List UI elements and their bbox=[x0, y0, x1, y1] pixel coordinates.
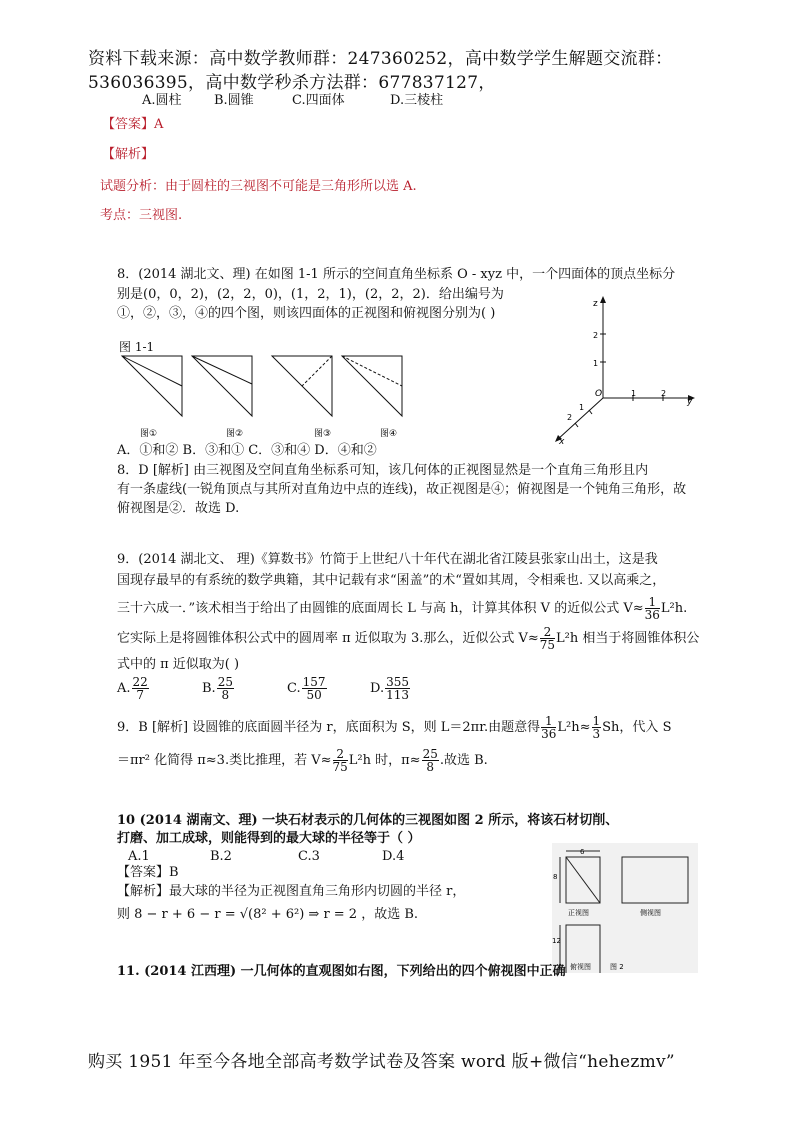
q10-answer: 【答案】B bbox=[117, 865, 179, 880]
prev-analysis-text: 试题分析：由于圆柱的三视图不可能是三角形所以选 A. bbox=[100, 179, 417, 194]
y-tick-1: 1 bbox=[631, 389, 637, 398]
q8-stem-2: 别是(0，0，2)，(2，2，0)，(1，2，1)，(2，2，2)．给出编号为 bbox=[117, 287, 504, 302]
fig2-width-label: 6 bbox=[580, 848, 585, 856]
fig2-side-label: 侧视图 bbox=[640, 909, 661, 917]
header-line-1: 资料下载来源：高中数学教师群：247360252，高中数学学生解题交流群： bbox=[88, 49, 673, 69]
footer: 购买 1951 年至今各地全部高考数学试卷及答案 word 版+微信“hehezmv” bbox=[88, 1052, 675, 1072]
prev-option-b: B.圆锥 bbox=[214, 93, 254, 108]
q10-stem-1: 10 (2014 湖南文、理) 一块石材表示的几何体的三视图如图 2 所示，将该石材切削、 bbox=[117, 813, 619, 828]
z-tick-2: 2 bbox=[593, 331, 599, 340]
q8-view-1 bbox=[122, 356, 182, 416]
q8-solution-1: 8．D [解析] 由三视图及空间直角坐标系可知，该几何体的正视图显然是一个直角三角形且内 bbox=[117, 463, 649, 478]
q8-solution-2: 有一条虚线(一锐角顶点与其所对直角边中点的连线)，故正视图是④；俯视图是一个钝角三角形，故 bbox=[117, 482, 687, 497]
y-tick-2: 2 bbox=[661, 389, 667, 398]
q9-stem-2: 国现存最早的有系统的数学典籍，其中记载有求“囷盖”的术“置如其周，令相乘也. 又以高乘之， bbox=[117, 573, 666, 588]
q10-option-a: A.1 bbox=[128, 849, 150, 864]
axis-y-label: y bbox=[687, 397, 693, 407]
q8-view-2 bbox=[192, 356, 252, 416]
q8-view-3 bbox=[272, 356, 332, 416]
q9-stem-3: 三十六成一．”该术相当于给出了由圆锥的底面周长 L 与高 h，计算其体积 V 的近似公式 V≈ $\frac{1}{36}$ L²h. bbox=[117, 595, 688, 622]
q8-sub-label-3: 图③ bbox=[314, 429, 332, 439]
q8-sub-label-4: 图④ bbox=[380, 429, 398, 439]
header-line-2: 536036395，高中数学秒杀方法群：677837127， bbox=[88, 73, 496, 93]
q8-sub-label-1: 图① bbox=[140, 429, 158, 439]
q10-option-c: C.3 bbox=[298, 849, 320, 864]
prev-option-d: D.三棱柱 bbox=[390, 93, 444, 108]
q8-view-4 bbox=[342, 356, 402, 416]
axis-origin-label: O bbox=[595, 389, 603, 399]
x-tick-2: 2 bbox=[567, 413, 573, 422]
q8-stem-1: 8．(2014 湖北文、理) 在如图 1-1 所示的空间直角坐标系 O - xyz 中，一个四面体的顶点坐标分 bbox=[117, 267, 676, 282]
q9-option-d: D. $\frac{355}{113}$ bbox=[370, 675, 409, 702]
fig2-caption: 图 2 bbox=[610, 963, 624, 971]
prev-analysis-tag: 【解析】 bbox=[102, 147, 155, 162]
q8-sub-label-2: 图② bbox=[226, 429, 244, 439]
q10-three-view-figure bbox=[552, 843, 698, 973]
q9-solution-1: 9．B [解析] 设圆锥的底面圆半径为 r，底面积为 S，则 L＝2πr.由题意得 $\frac{1}{36}$ L²h≈ $\frac{1}{3}$ Sh，代入 S bbox=[117, 714, 672, 741]
fig2-front-label: 正视图 bbox=[568, 909, 589, 917]
fig2-height-8-label: 8 bbox=[553, 873, 558, 881]
q9-stem-4: 它实际上是将圆锥体积公式中的圆周率 π 近似取为 3.那么，近似公式 V≈ $\frac{2}{75}$ L²h 相当于将圆锥体积公 bbox=[117, 625, 700, 652]
axis-z-label: z bbox=[593, 299, 598, 309]
prev-option-c: C.四面体 bbox=[292, 93, 345, 108]
q10-stem-2: 打磨、加工成球，则能得到的最大球的半径等于（ ） bbox=[117, 831, 421, 846]
q9-option-c: C. $\frac{157}{50}$ bbox=[287, 675, 326, 702]
q9-option-a: A. $\frac{22}{7}$ bbox=[117, 675, 148, 702]
x-tick-1: 1 bbox=[579, 403, 585, 412]
fig2-height-12-label: 12 bbox=[552, 937, 561, 945]
q9-stem-1: 9．(2014 湖北文、 理)《算数书》竹简于上世纪八十年代在湖北省江陵县张家山出土，这是我 bbox=[117, 552, 658, 567]
prev-topic: 考点：三视图. bbox=[100, 208, 183, 223]
q8-coordinate-figure bbox=[545, 292, 705, 448]
q8-options: A．①和② B．③和① C．③和④ D．④和② bbox=[117, 443, 377, 458]
prev-answer: 【答案】A bbox=[102, 117, 164, 132]
q8-stem-3: ①，②，③，④的四个图，则该四面体的正视图和俯视图分别为( ) bbox=[117, 306, 496, 321]
q9-option-b: B. $\frac{25}{8}$ bbox=[202, 675, 233, 702]
fig2-top-label: 俯视图 bbox=[570, 963, 591, 971]
prev-option-a: A.圆柱 bbox=[142, 93, 182, 108]
q11-stem: 11. (2014 江西理) 一几何体的直观图如右图，下列给出的四个俯视图中正确 bbox=[117, 964, 566, 979]
axis-x-label: x bbox=[559, 437, 565, 447]
q9-solution-2: ＝πr² 化简得 π≈3.类比推理，若 V≈ $\frac{2}{75}$ L²h 时，π≈ $\frac{25}{8}$ .故选 B. bbox=[117, 747, 488, 774]
q8-view-figures bbox=[118, 352, 418, 442]
z-tick-1: 1 bbox=[593, 359, 599, 368]
q8-solution-3: 俯视图是②．故选 D. bbox=[117, 501, 240, 516]
q10-analysis: 【解析】最大球的半径为正视图直角三角形内切圆的半径 r， bbox=[117, 884, 466, 899]
q10-option-b: B.2 bbox=[210, 849, 232, 864]
q10-formula: 则 8 − r + 6 − r = √(8² + 6²) ⇒ r = 2 ，故选 B. bbox=[117, 907, 419, 922]
q8-fig-label: 图 1-1 bbox=[119, 340, 155, 354]
q9-stem-5: 式中的 π 近似取为( ) bbox=[117, 657, 240, 672]
q10-option-d: D.4 bbox=[382, 849, 405, 864]
